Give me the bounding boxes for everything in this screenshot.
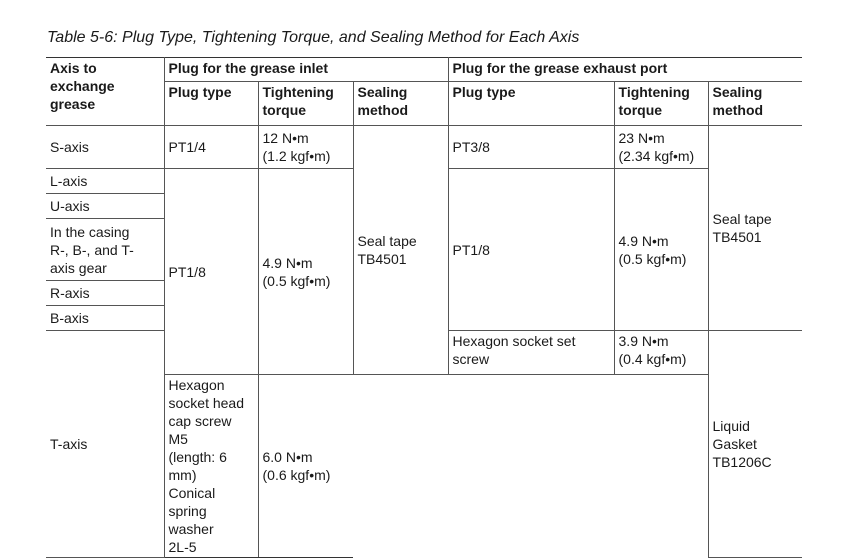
header-inlet-group: Plug for the grease inlet (164, 58, 448, 82)
axis-casing: In the casing R-, B-, and T- axis gear (46, 219, 164, 281)
axis-t: T-axis (46, 331, 164, 558)
exhaust-torque-s: 23 N•m (2.34 kgf•m) (614, 126, 708, 169)
header-axis: Axis to exchange grease (46, 58, 164, 126)
header-exhaust-plug-type: Plug type (448, 82, 614, 126)
axis-s: S-axis (46, 126, 164, 169)
inlet-plug-lower: PT1/8 (164, 169, 258, 375)
header-inlet-torque: Tightening torque (258, 82, 353, 126)
header-inlet-sealing: Sealing method (353, 82, 448, 126)
exhaust-torque-t-cap-screw: 6.0 N•m (0.6 kgf•m) (258, 375, 353, 558)
exhaust-sealing-method-lower: Liquid Gasket TB1206C (708, 331, 802, 558)
grease-plug-table (46, 57, 802, 558)
axis-l: L-axis (46, 169, 164, 194)
axis-u: U-axis (46, 194, 164, 219)
exhaust-plug-s: PT3/8 (448, 126, 614, 169)
header-exhaust-sealing: Sealing method (708, 82, 802, 126)
header-exhaust-torque: Tightening torque (614, 82, 708, 126)
exhaust-torque-mid: 4.9 N•m (0.5 kgf•m) (614, 169, 708, 331)
table-caption: Table 5-6: Plug Type, Tightening Torque, and Sealing Method for Each Axis (47, 29, 580, 46)
inlet-torque-s: 12 N•m (1.2 kgf•m) (258, 126, 353, 169)
inlet-sealing-method: Seal tape TB4501 (353, 126, 448, 375)
exhaust-plug-mid: PT1/8 (448, 169, 614, 331)
header-inlet-plug-type: Plug type (164, 82, 258, 126)
axis-r: R-axis (46, 281, 164, 306)
exhaust-sealing-method-upper: Seal tape TB4501 (708, 126, 802, 331)
inlet-plug-s: PT1/4 (164, 126, 258, 169)
axis-b: B-axis (46, 306, 164, 331)
exhaust-plug-t-cap-screw: Hexagon socket head cap screw M5 (length: 6 mm) Conical spring washer 2L-5 (164, 375, 258, 558)
table-row (46, 126, 802, 169)
inlet-torque-lower: 4.9 N•m (0.5 kgf•m) (258, 169, 353, 375)
header-exhaust-group: Plug for the grease exhaust port (448, 58, 802, 82)
exhaust-torque-t-set-screw: 3.9 N•m (0.4 kgf•m) (614, 331, 708, 375)
exhaust-plug-t-set-screw: Hexagon socket set screw (448, 331, 614, 375)
